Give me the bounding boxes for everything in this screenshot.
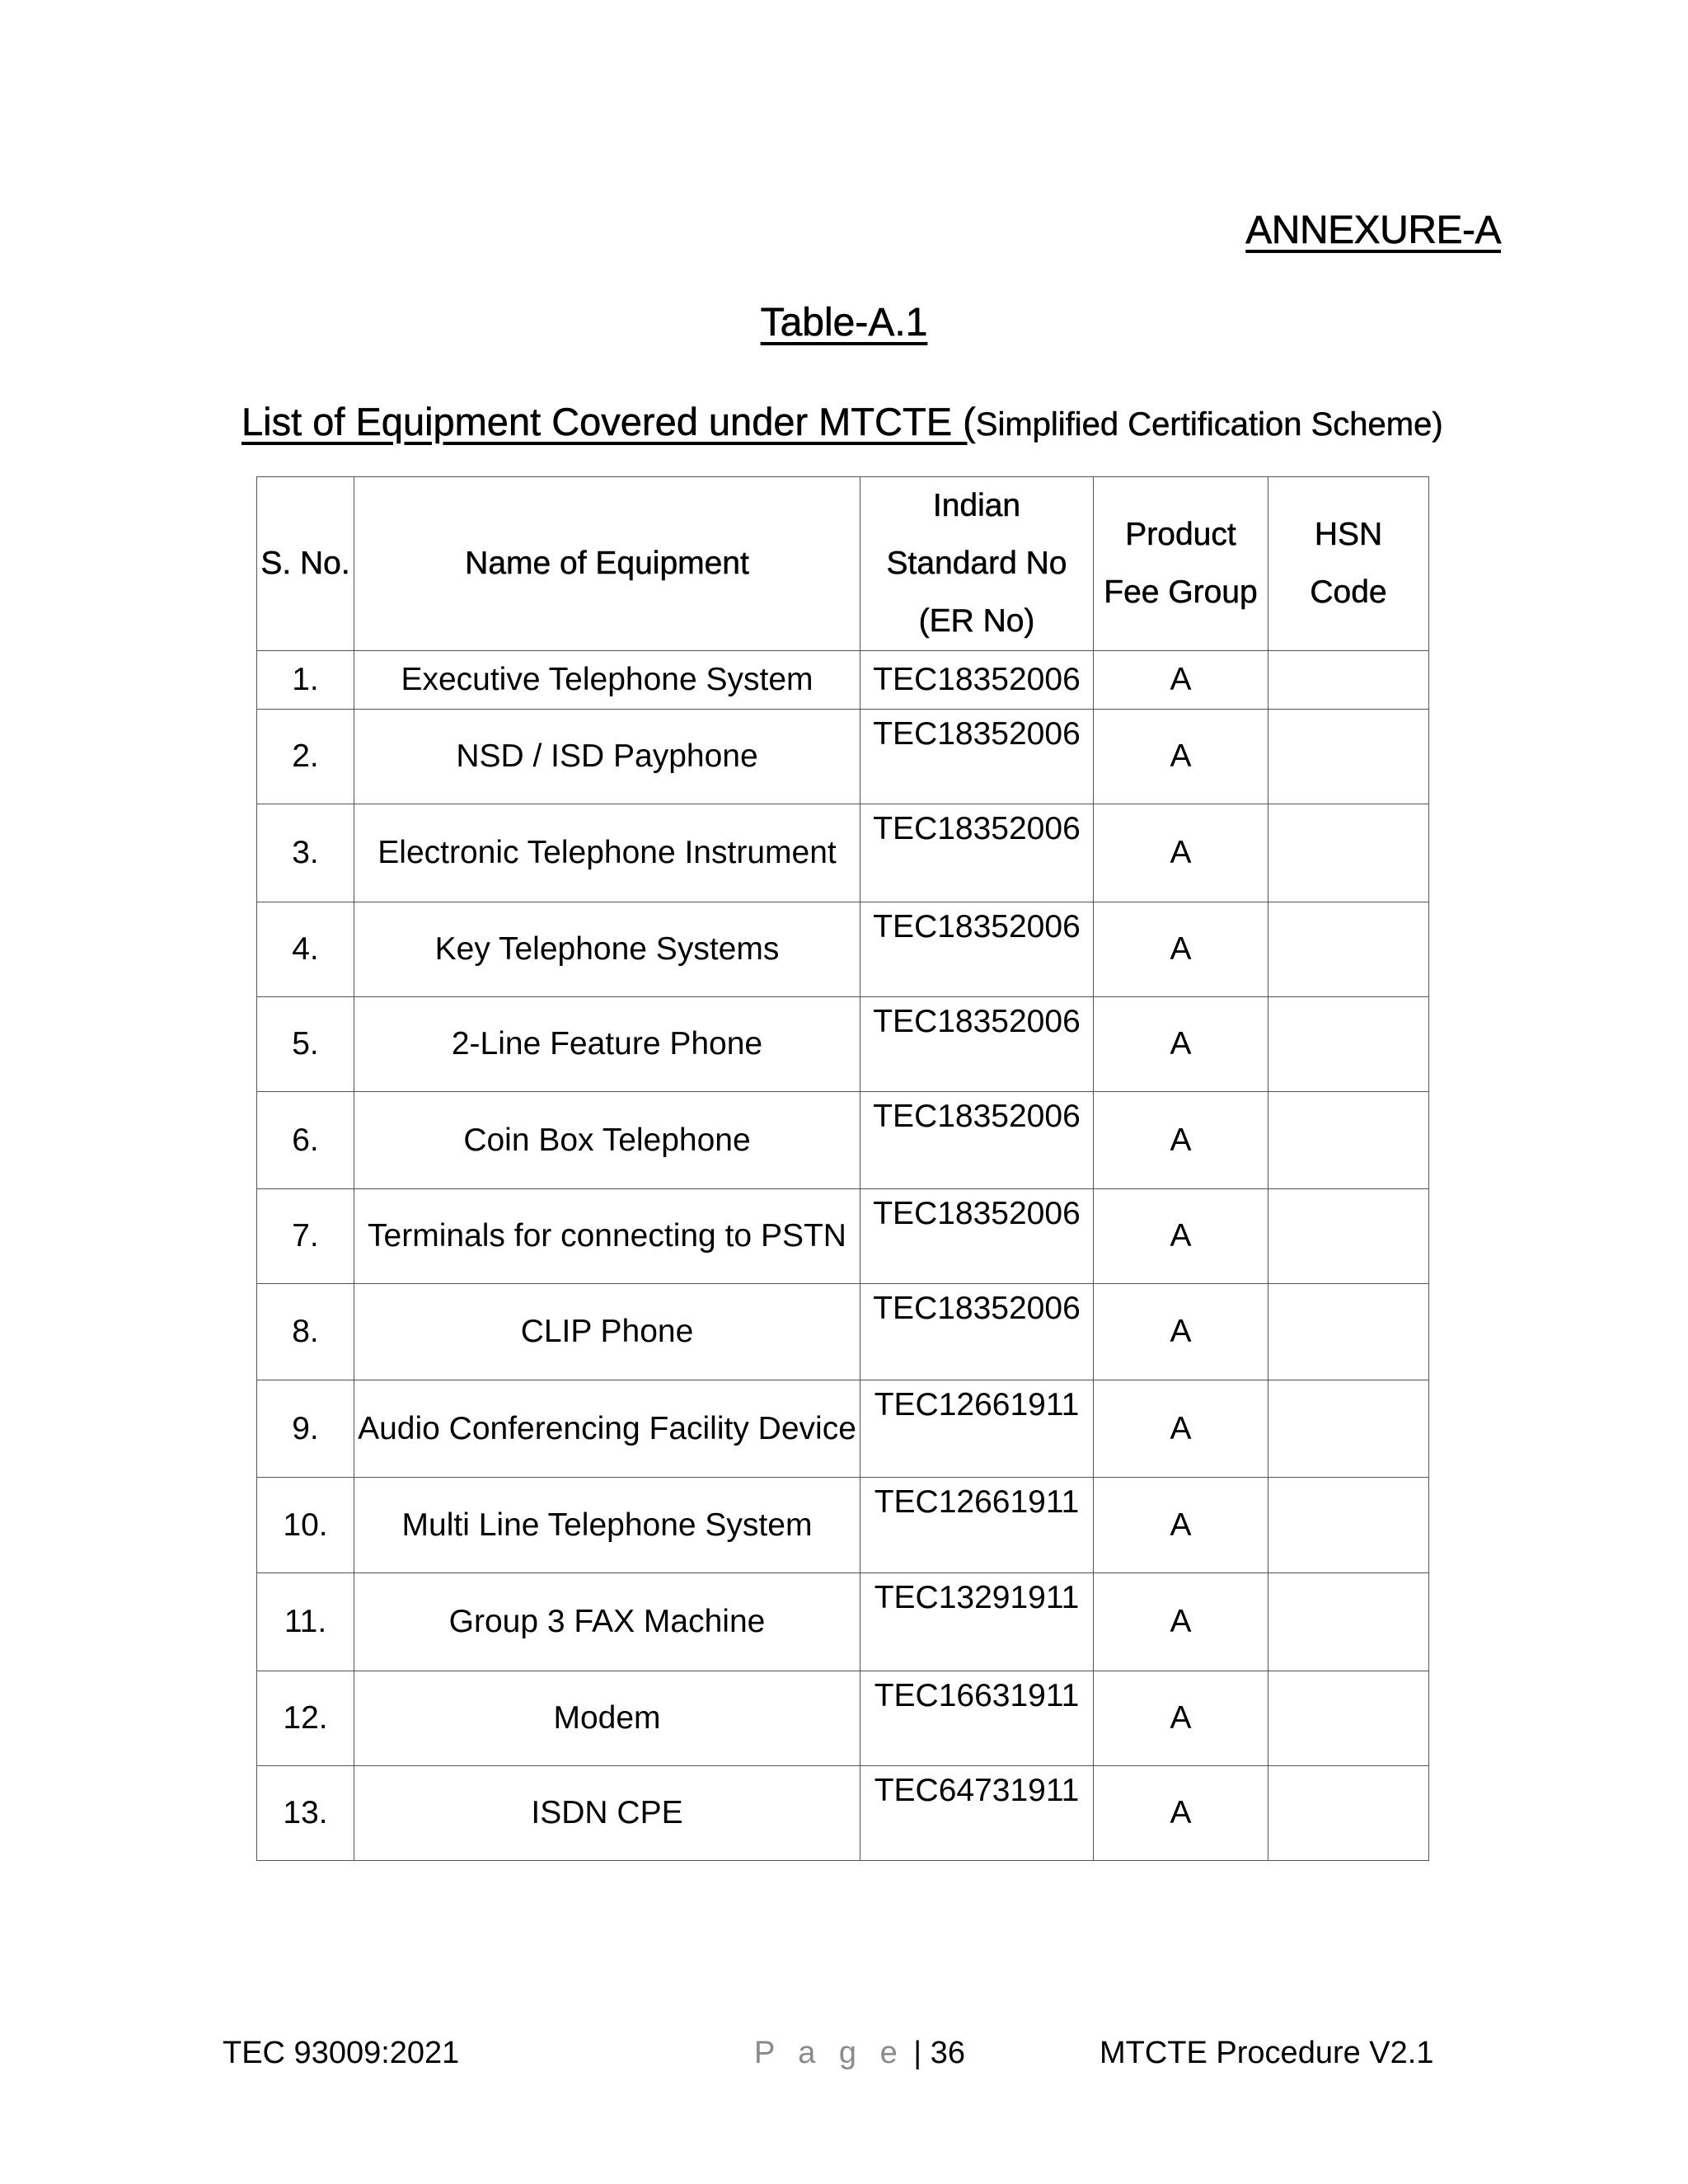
cell-fee-group: A [1094,710,1268,804]
cell-fee-group: A [1094,651,1268,710]
cell-standard-no: TEC16631911 [860,1671,1094,1766]
cell-standard-no: TEC64731911 [860,1766,1094,1861]
table-row [257,1189,1429,1284]
cell-fee-group: A [1094,997,1268,1092]
table-row [257,1573,1429,1671]
table-row [257,997,1429,1092]
table-row [257,804,1429,902]
annexure-heading: ANNEXURE-A [1245,209,1501,252]
cell-equipment-name: Coin Box Telephone [354,1092,860,1189]
table-title: Table-A.1 [760,301,928,344]
cell-hsn-code [1268,1092,1429,1189]
cell-hsn-code [1268,710,1429,804]
cell-fee-group: A [1094,1380,1268,1478]
cell-hsn-code [1268,1189,1429,1284]
cell-hsn-code [1268,1380,1429,1478]
header-standard: Indian Standard No (ER No) [860,477,1094,651]
cell-sno: 11. [257,1573,354,1671]
table-row [257,651,1429,710]
cell-hsn-code [1268,1478,1429,1573]
cell-sno: 13. [257,1766,354,1861]
cell-standard-no: TEC18352006 [860,1284,1094,1380]
cell-hsn-code [1268,902,1429,997]
footer-page-number: 36 [930,2036,966,2070]
cell-fee-group: A [1094,902,1268,997]
cell-hsn-code [1268,804,1429,902]
footer-page-separator: | [904,2036,931,2070]
table-row [257,1380,1429,1478]
cell-sno: 9. [257,1380,354,1478]
cell-standard-no: TEC18352006 [860,902,1094,997]
cell-hsn-code [1268,1671,1429,1766]
table-row [257,1284,1429,1380]
cell-equipment-name: Executive Telephone System [354,651,860,710]
cell-hsn-code [1268,1573,1429,1671]
header-sno: S. No. [257,477,354,651]
cell-sno: 6. [257,1092,354,1189]
cell-fee-group: A [1094,1284,1268,1380]
cell-equipment-name: CLIP Phone [354,1284,860,1380]
cell-sno: 7. [257,1189,354,1284]
footer-doc-title: MTCTE Procedure V2.1 [1100,2036,1434,2070]
cell-sno: 1. [257,651,354,710]
table-row [257,710,1429,804]
cell-standard-no: TEC12661911 [860,1380,1094,1478]
list-title [241,399,1443,444]
table-row [257,1671,1429,1766]
cell-equipment-name: Modem [354,1671,860,1766]
cell-equipment-name: ISDN CPE [354,1766,860,1861]
cell-equipment-name: NSD / ISD Payphone [354,710,860,804]
cell-fee-group: A [1094,1092,1268,1189]
cell-hsn-code [1268,651,1429,710]
cell-standard-no: TEC18352006 [860,1189,1094,1284]
cell-standard-no: TEC13291911 [860,1573,1094,1671]
cell-standard-no: TEC18352006 [860,1092,1094,1189]
cell-equipment-name: Electronic Telephone Instrument [354,804,860,902]
header-fee-group: Product Fee Group [1094,477,1268,651]
table-row [257,1092,1429,1189]
cell-equipment-name: Group 3 FAX Machine [354,1573,860,1671]
cell-equipment-name: Multi Line Telephone System [354,1478,860,1573]
cell-sno: 5. [257,997,354,1092]
cell-sno: 12. [257,1671,354,1766]
cell-standard-no: TEC18352006 [860,710,1094,804]
cell-standard-no: TEC18352006 [860,997,1094,1092]
cell-hsn-code [1268,1766,1429,1861]
cell-sno: 4. [257,902,354,997]
cell-fee-group: A [1094,1189,1268,1284]
list-title-main: List of Equipment Covered under MTCTE ( [241,400,976,443]
cell-fee-group: A [1094,804,1268,902]
header-hsn: HSN Code [1268,477,1429,651]
footer-page-label: P a g e [754,2036,905,2070]
cell-hsn-code [1268,997,1429,1092]
cell-fee-group: A [1094,1671,1268,1766]
cell-standard-no: TEC18352006 [860,651,1094,710]
table-row [257,902,1429,997]
cell-equipment-name: 2-Line Feature Phone [354,997,860,1092]
cell-fee-group: A [1094,1573,1268,1671]
footer-doc-number: TEC 93009:2021 [223,2036,460,2070]
cell-hsn-code [1268,1284,1429,1380]
table-row [257,1766,1429,1861]
list-title-sub: Simplified Certification Scheme) [975,406,1443,443]
cell-fee-group: A [1094,1766,1268,1861]
cell-standard-no: TEC12661911 [860,1478,1094,1573]
cell-standard-no: TEC18352006 [860,804,1094,902]
table-row [257,1478,1429,1573]
table-header-row [257,477,1429,651]
cell-equipment-name: Audio Conferencing Facility Device [354,1380,860,1478]
cell-sno: 10. [257,1478,354,1573]
cell-equipment-name: Key Telephone Systems [354,902,860,997]
cell-sno: 3. [257,804,354,902]
header-name: Name of Equipment [354,477,860,651]
footer-page [754,2036,965,2071]
cell-equipment-name: Terminals for connecting to PSTN [354,1189,860,1284]
equipment-table [256,476,1429,1861]
cell-fee-group: A [1094,1478,1268,1573]
cell-sno: 2. [257,710,354,804]
cell-sno: 8. [257,1284,354,1380]
